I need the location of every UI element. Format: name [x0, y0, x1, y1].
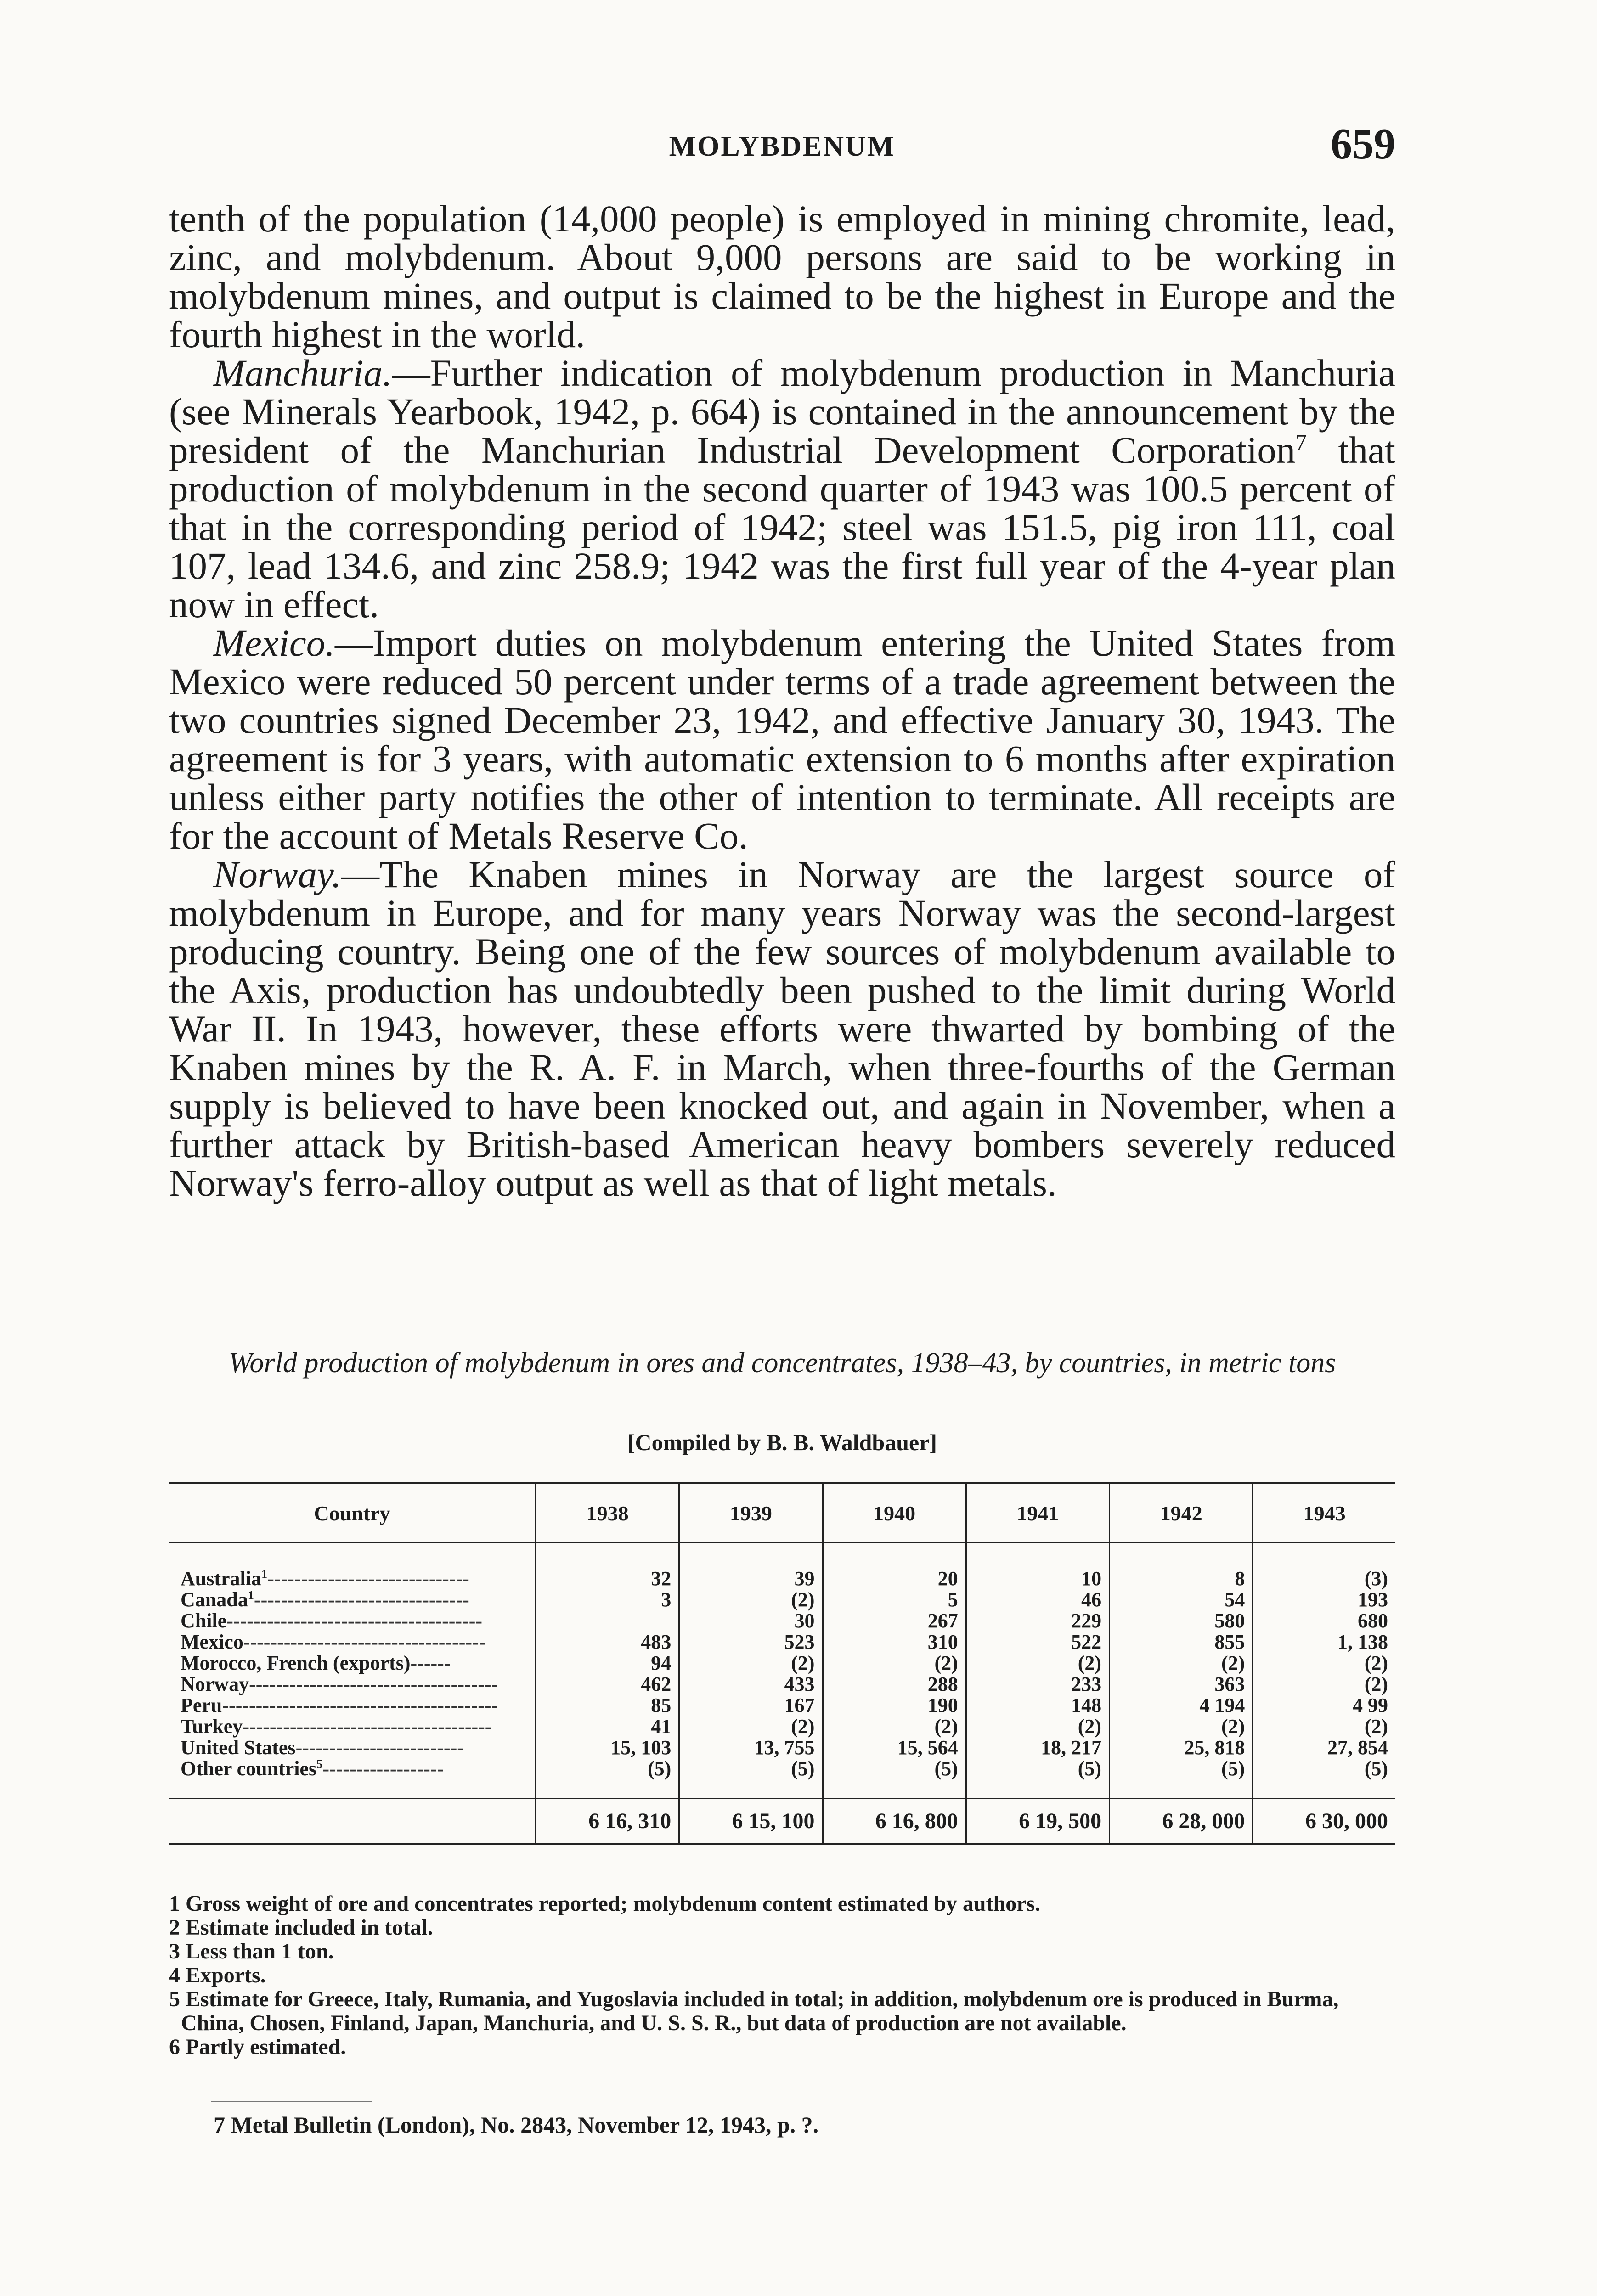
table-row [169, 1716, 1395, 1737]
value-cell: (2) [966, 1653, 1109, 1674]
table-row [169, 1737, 1395, 1758]
value-cell: (2) [823, 1716, 966, 1737]
table-notes [169, 1892, 1395, 2059]
page-header [169, 120, 1395, 175]
note-3: 3 Less than 1 ton. [169, 1939, 334, 1964]
value-cell: 233 [966, 1674, 1109, 1695]
paragraph-continued: tenth of the population (14,000 people) is employed in mining chromite, lead, zinc, and molybdenum. About 9,000 persons are said to be working in molybdenum mines, and output is claimed to be the highest in Europe and the fourth highest in the world. [169, 197, 1395, 355]
footnote-rule [211, 2101, 372, 2102]
col-header-1941: 1941 [966, 1483, 1109, 1543]
table-row [169, 1589, 1395, 1610]
total-cell: 6 28, 000 [1110, 1799, 1253, 1844]
manchuria-heading: Manchuria. [213, 352, 392, 394]
value-cell: 85 [536, 1695, 679, 1716]
value-cell: 30 [679, 1610, 823, 1632]
value-cell: 8 [1110, 1543, 1253, 1590]
value-cell: 855 [1110, 1632, 1253, 1653]
value-cell: (5) [1253, 1758, 1395, 1799]
value-cell: 4 194 [1110, 1695, 1253, 1716]
value-cell: 433 [679, 1674, 823, 1695]
running-title: MOLYBDENUM [669, 131, 896, 162]
value-cell: 680 [1253, 1610, 1395, 1632]
value-cell: 94 [536, 1653, 679, 1674]
value-cell: (2) [1110, 1716, 1253, 1737]
value-cell: (2) [1110, 1653, 1253, 1674]
country-cell: Norway------------------------------------- [181, 1673, 498, 1695]
mexico-heading: Mexico. [213, 622, 335, 664]
norway-heading: Norway. [213, 853, 342, 895]
total-cell: 6 15, 100 [679, 1799, 823, 1844]
value-cell [536, 1610, 679, 1632]
value-cell: 13, 755 [679, 1737, 823, 1758]
manchuria-text-b: that production of molybdenum in the second quarter of 1943 was 100.5 percent of that in the corresponding period of 1942; steel was 151.5, pig iron 111, coal 107, lead 134.6, and zinc 258.9; 1942 was the first full year of the 4-year plan now in effect. [169, 429, 1395, 625]
country-cell: Canada$^1$-------------------------------- [181, 1588, 469, 1611]
value-cell: 46 [966, 1589, 1109, 1610]
value-cell: 523 [679, 1632, 823, 1653]
value-cell: (5) [1110, 1758, 1253, 1799]
value-cell: 229 [966, 1610, 1109, 1632]
value-cell: 310 [823, 1632, 966, 1653]
table-row [169, 1653, 1395, 1674]
note-5: 5 Estimate for Greece, Italy, Rumania, and Yugoslavia included in total; in addition, molybdenum ore is produced in Burma, China, Chosen, Finland, Japan, Manchuria, and U. S. S. R., but data of production are not available. [169, 1987, 1339, 2035]
value-cell: (5) [966, 1758, 1109, 1799]
value-cell: 483 [536, 1632, 679, 1653]
value-cell: (2) [823, 1653, 966, 1674]
production-table [169, 1482, 1395, 1845]
col-header-1938: 1938 [536, 1483, 679, 1543]
value-cell: (2) [679, 1589, 823, 1610]
table-total-row [169, 1799, 1395, 1844]
value-cell: 580 [1110, 1610, 1253, 1632]
table-header-row [169, 1483, 1395, 1543]
value-cell: (3) [1253, 1543, 1395, 1590]
col-header-country: Country [169, 1483, 536, 1543]
country-cell: Mexico------------------------------------ [181, 1631, 486, 1653]
country-cell: Turkey------------------------------------- [181, 1715, 492, 1738]
value-cell: 5 [823, 1589, 966, 1610]
value-cell: 1, 138 [1253, 1632, 1395, 1653]
total-cell: 6 16, 800 [823, 1799, 966, 1844]
country-cell: Peru----------------------------------------- [181, 1694, 498, 1716]
value-cell: 522 [966, 1632, 1109, 1653]
note-2: 2 Estimate included in total. [169, 1915, 433, 1940]
col-header-1942: 1942 [1110, 1483, 1253, 1543]
note-4: 4 Exports. [169, 1963, 266, 1987]
value-cell: 4 99 [1253, 1695, 1395, 1716]
footnote-ref-7: 7 [1295, 429, 1307, 455]
value-cell: 148 [966, 1695, 1109, 1716]
note-1: 1 Gross weight of ore and concentrates reported; molybdenum content estimated by authors. [169, 1891, 1041, 1916]
value-cell: 462 [536, 1674, 679, 1695]
mexico-text: —Import duties on molybdenum entering the United States from Mexico were reduced 50 percent under terms of a trade agreement between the two countries signed December 23, 1942, and effective January 30, 1943. The agreement is for 3 years, with automatic extension to 6 months after expiration unless either party notifies the other of intention to terminate. All receipts are for the account of Metals Reserve Co. [169, 622, 1395, 857]
table-row [169, 1610, 1395, 1632]
manchuria-text-a: —Further indication of molybdenum production in Manchuria (see Minerals Yearbook, 1942, p. 664) is contained in the announcement by the president of the Manchurian Industrial Development Corporation [169, 352, 1395, 471]
paragraph-mexico [169, 624, 1395, 855]
value-cell: (5) [823, 1758, 966, 1799]
value-cell: 3 [536, 1589, 679, 1610]
note-6: 6 Partly estimated. [169, 2035, 346, 2059]
value-cell: (5) [536, 1758, 679, 1799]
value-cell: 54 [1110, 1589, 1253, 1610]
table-row [169, 1674, 1395, 1695]
value-cell: (5) [679, 1758, 823, 1799]
value-cell: 267 [823, 1610, 966, 1632]
body-text [169, 199, 1395, 1202]
value-cell: 39 [679, 1543, 823, 1590]
norway-text: —The Knaben mines in Norway are the largest source of molybdenum in Europe, and for many years Norway was the second-largest producing country. Being one of the few sources of molybdenum available to the Axis, production has undoubtedly been pushed to the limit during World War II. In 1943, however, these efforts were thwarted by bombing of the Knaben mines by the R. A. F. in March, when three-fourths of the German supply is believed to have been knocked out, and again in November, when a further attack by British-based American heavy bombers severely reduced Norway's ferro-alloy output as well as that of light metals. [169, 853, 1395, 1204]
table-row [169, 1543, 1395, 1590]
value-cell: 20 [823, 1543, 966, 1590]
paragraph-norway [169, 855, 1395, 1202]
value-cell: 193 [1253, 1589, 1395, 1610]
value-cell: (2) [1253, 1674, 1395, 1695]
country-cell: Chile-------------------------------------- [181, 1609, 483, 1632]
footnote-7: 7 Metal Bulletin (London), No. 2843, November 12, 1943, p. ?. [214, 2112, 819, 2138]
col-header-1939: 1939 [679, 1483, 823, 1543]
col-header-1940: 1940 [823, 1483, 966, 1543]
value-cell: 18, 217 [966, 1737, 1109, 1758]
value-cell: 15, 103 [536, 1737, 679, 1758]
value-cell: 25, 818 [1110, 1737, 1253, 1758]
col-header-1943: 1943 [1253, 1483, 1395, 1543]
value-cell: 10 [966, 1543, 1109, 1590]
table-row [169, 1758, 1395, 1799]
value-cell: (2) [966, 1716, 1109, 1737]
table-caption: World production of molybdenum in ores and concentrates, 1938–43, by countries, in metric tons [228, 1347, 1336, 1379]
country-cell: Morocco, French (exports)------ [181, 1652, 451, 1674]
total-cell: 6 30, 000 [1253, 1799, 1395, 1844]
value-cell: (2) [1253, 1716, 1395, 1737]
total-cell: 6 19, 500 [966, 1799, 1109, 1844]
country-cell: United States------------------------- [181, 1736, 464, 1759]
value-cell: 32 [536, 1543, 679, 1590]
value-cell: 167 [679, 1695, 823, 1716]
value-cell: 288 [823, 1674, 966, 1695]
country-cell: Other countries$^5$------------------ [181, 1757, 444, 1780]
table-row [169, 1632, 1395, 1653]
value-cell: (2) [679, 1653, 823, 1674]
country-cell: Australia$^1$------------------------------ [181, 1567, 469, 1590]
table-row [169, 1695, 1395, 1716]
value-cell: 15, 564 [823, 1737, 966, 1758]
value-cell: 363 [1110, 1674, 1253, 1695]
page-number: 659 [1331, 120, 1395, 168]
value-cell: 190 [823, 1695, 966, 1716]
value-cell: (2) [1253, 1653, 1395, 1674]
value-cell: (2) [679, 1716, 823, 1737]
total-cell: 6 16, 310 [536, 1799, 679, 1844]
value-cell: 27, 854 [1253, 1737, 1395, 1758]
total-label-cell [169, 1799, 536, 1844]
paragraph-manchuria [169, 354, 1395, 624]
table-compiled-by: [Compiled by B. B. Waldbauer] [627, 1429, 937, 1455]
value-cell: 41 [536, 1716, 679, 1737]
